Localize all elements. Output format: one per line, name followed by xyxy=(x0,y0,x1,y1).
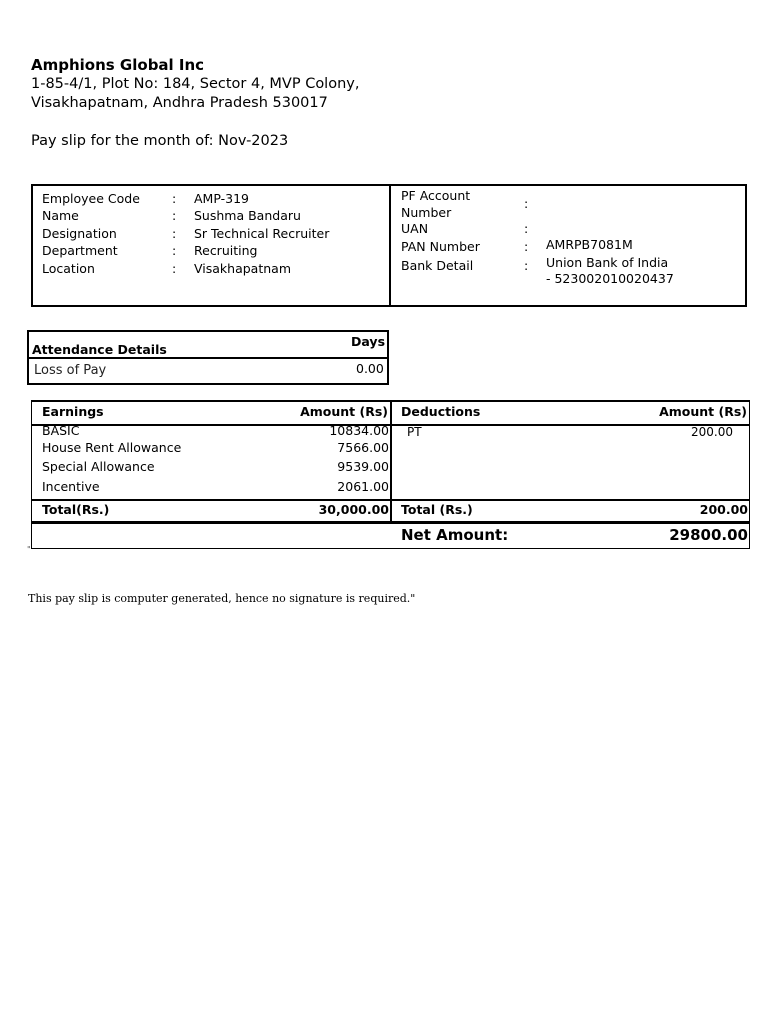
name-value: Sushma Bandaru xyxy=(194,208,301,223)
colon: : xyxy=(172,191,177,206)
deductions-total-label: Total (Rs.) xyxy=(401,502,473,517)
colon: : xyxy=(524,221,529,236)
department-label: Department xyxy=(42,243,118,258)
name-label: Name xyxy=(42,208,79,223)
stray-mark: " xyxy=(27,545,31,554)
bank-value: Union Bank of India xyxy=(546,255,669,270)
deduction-amount-pt: 200.00 xyxy=(691,425,733,439)
earnings-header: Earnings xyxy=(42,404,104,419)
attendance-header-line xyxy=(27,357,389,359)
pf-account-label: PF Account xyxy=(401,188,471,203)
bank-account-number: - 523002010020437 xyxy=(546,271,674,286)
info-divider xyxy=(389,184,391,307)
bank-label: Bank Detail xyxy=(401,258,474,273)
earnings-total-label: Total(Rs.) xyxy=(42,502,110,517)
colon: : xyxy=(172,226,177,241)
net-amount-label: Net Amount: xyxy=(401,526,509,544)
pan-label: PAN Number xyxy=(401,239,480,254)
attendance-title: Attendance Details xyxy=(32,342,167,357)
department-value: Recruiting xyxy=(194,243,258,258)
deductions-amount-header: Amount (Rs) xyxy=(659,404,747,419)
loss-of-pay-label: Loss of Pay xyxy=(34,363,107,378)
earning-amount-special: 9539.00 xyxy=(337,459,389,474)
earning-label-special: Special Allowance xyxy=(42,459,155,474)
uan-label: UAN xyxy=(401,221,429,236)
attendance-days-header: Days xyxy=(351,334,386,349)
earning-label-incentive: Incentive xyxy=(42,479,100,494)
colon: : xyxy=(524,258,529,273)
colon: : xyxy=(172,261,177,276)
company-name: Amphions Global Inc xyxy=(31,56,205,74)
earning-label-basic: BASIC xyxy=(42,423,80,438)
colon: : xyxy=(172,243,177,258)
pf-account-label-2: Number xyxy=(401,205,452,220)
location-value: Visakhapatnam xyxy=(194,261,291,276)
earning-label-hra: House Rent Allowance xyxy=(42,440,182,455)
company-address-line1: 1-85-4/1, Plot No: 184, Sector 4, MVP Colony, xyxy=(31,76,360,92)
employee-code-label: Employee Code xyxy=(42,191,140,206)
colon: : xyxy=(172,208,177,223)
footer-note: This pay slip is computer generated, hence no signature is required." xyxy=(28,592,416,605)
earnings-amount-header: Amount (Rs) xyxy=(300,404,388,419)
employee-code-value: AMP-319 xyxy=(194,191,249,206)
deduction-label-pt: PT xyxy=(407,425,422,439)
earning-amount-basic: 10834.00 xyxy=(329,423,389,438)
table-column-divider xyxy=(390,401,392,522)
earnings-total-value: 30,000.00 xyxy=(318,502,389,517)
designation-label: Designation xyxy=(42,226,117,241)
earning-amount-hra: 7566.00 xyxy=(337,440,389,455)
earning-amount-incentive: 2061.00 xyxy=(337,479,389,494)
payslip-title: Pay slip for the month of: Nov-2023 xyxy=(31,133,289,149)
colon: : xyxy=(524,239,529,254)
pan-value: AMRPB7081M xyxy=(546,237,633,252)
colon: : xyxy=(524,196,529,211)
location-label: Location xyxy=(42,261,95,276)
designation-value: Sr Technical Recruiter xyxy=(194,226,330,241)
company-address-line2: Visakhapatnam, Andhra Pradesh 530017 xyxy=(31,95,328,111)
net-amount-value: 29800.00 xyxy=(669,526,748,544)
loss-of-pay-value: 0.00 xyxy=(356,361,384,376)
deductions-header: Deductions xyxy=(401,404,481,419)
deductions-total-value: 200.00 xyxy=(699,502,748,517)
